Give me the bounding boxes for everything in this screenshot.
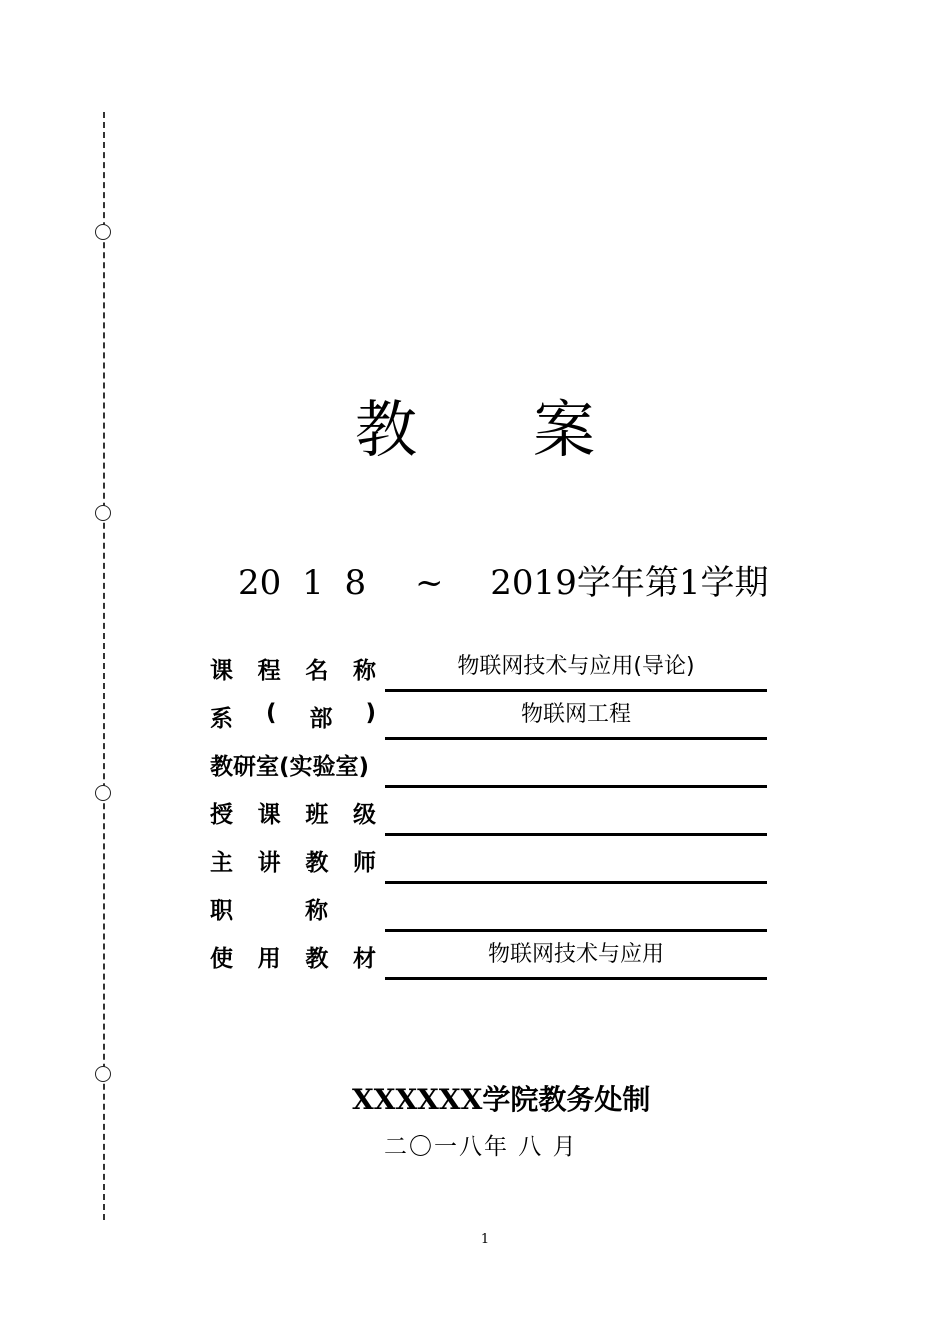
term-year-end: 2019 — [490, 563, 577, 603]
label-char: 使 — [210, 946, 233, 972]
label-class — [210, 796, 376, 829]
label-char: 主 — [210, 850, 233, 876]
info-row-course-name — [210, 644, 770, 692]
binding-hole-3 — [95, 785, 111, 801]
label-char: 班 — [305, 802, 329, 828]
label-char: 教 — [305, 946, 329, 972]
value-course-name[interactable]: 物联网技术与应用(导论) — [385, 644, 767, 692]
label-professional-title — [210, 892, 376, 925]
label-department — [210, 700, 376, 733]
label-char: 教 — [305, 850, 329, 876]
term-year-start-c: 8 — [344, 563, 367, 603]
label-lecturer — [210, 844, 376, 877]
label-char: 材 — [352, 946, 376, 972]
label-char: 讲 — [257, 850, 281, 876]
label-char: 用 — [257, 946, 281, 972]
label-char: 部 — [309, 706, 333, 732]
label-char: 称 — [305, 898, 328, 924]
title-char-1: 教 — [354, 393, 417, 466]
info-row-title — [210, 884, 770, 932]
binding-hole-2 — [95, 505, 111, 521]
binding-hole-1 — [95, 224, 111, 240]
label-char: ( — [265, 700, 277, 726]
label-char: 系 — [210, 706, 233, 732]
label-char: 程 — [257, 658, 281, 684]
label-char: ) — [365, 700, 376, 726]
label-char: 职 — [210, 898, 233, 924]
binding-dashed-line — [103, 112, 105, 1220]
label-course-name — [210, 652, 376, 685]
term-year-start-a: 20 — [238, 563, 282, 603]
title-char-2: 案 — [533, 393, 596, 466]
label-char: 课 — [257, 802, 281, 828]
value-textbook[interactable]: 物联网技术与应用 — [385, 932, 767, 980]
value-teaching-office[interactable] — [385, 740, 767, 788]
label-char: 师 — [352, 850, 376, 876]
info-row-textbook — [210, 932, 770, 980]
label-char: 级 — [352, 802, 376, 828]
value-department[interactable]: 物联网工程 — [385, 692, 767, 740]
value-class[interactable] — [385, 788, 767, 836]
label-teaching-office — [210, 748, 376, 781]
academic-term — [238, 555, 768, 604]
label-textbook — [210, 940, 376, 973]
value-professional-title[interactable] — [385, 884, 767, 932]
label-char: 称 — [352, 658, 376, 684]
info-row-department — [210, 692, 770, 740]
issue-date: 二〇一八年 八 月 — [384, 1134, 578, 1160]
info-row-class — [210, 788, 770, 836]
label-char: 名 — [305, 658, 329, 684]
term-separator: ~ — [414, 563, 444, 603]
institution-name: XXXXXX学院教务处制 — [352, 1083, 651, 1116]
label-char: 授 — [210, 802, 233, 828]
document-title — [0, 380, 950, 469]
course-info-table — [210, 644, 770, 980]
page-number: 1 — [480, 1232, 490, 1247]
value-lecturer[interactable] — [385, 836, 767, 884]
binding-hole-4 — [95, 1066, 111, 1082]
label-text: 教研室(实验室) — [210, 754, 370, 780]
info-row-teaching-office — [210, 740, 770, 788]
term-year-start-b: 1 — [302, 563, 324, 603]
info-row-lecturer — [210, 836, 770, 884]
label-char: 课 — [210, 658, 233, 684]
term-suffix: 学年第1学期 — [576, 563, 769, 603]
